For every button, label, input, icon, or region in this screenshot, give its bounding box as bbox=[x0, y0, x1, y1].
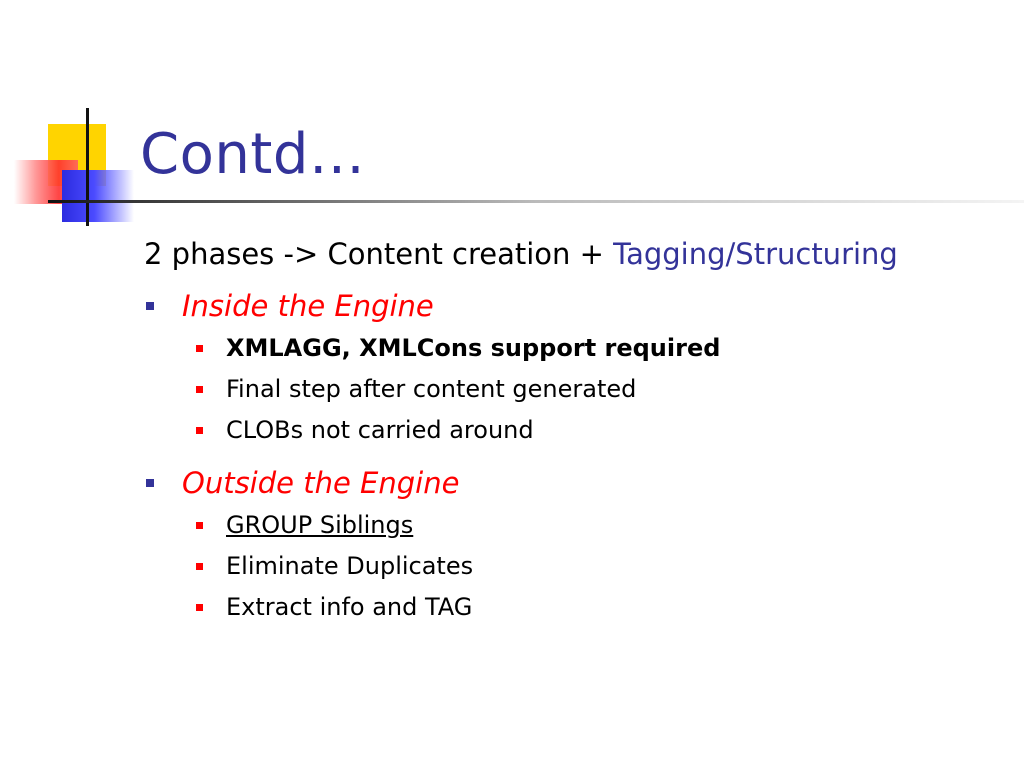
list-item bbox=[144, 369, 1004, 410]
list-item-label: Eliminate Duplicates bbox=[226, 552, 474, 580]
square-bullet-icon bbox=[196, 604, 203, 611]
title-underline-rule bbox=[48, 200, 1024, 203]
section-heading-label: Outside the Engine bbox=[182, 466, 460, 500]
section-heading-label: Inside the Engine bbox=[182, 289, 434, 323]
lead-text: 2 phases -> Content creation + bbox=[144, 237, 614, 271]
list-item-label: Extract info and TAG bbox=[226, 593, 473, 621]
square-bullet-icon bbox=[196, 345, 203, 352]
list-item bbox=[144, 587, 1004, 628]
decorative-vertical-line bbox=[86, 108, 89, 226]
square-bullet-icon bbox=[196, 386, 203, 393]
list-item bbox=[144, 410, 1004, 451]
section-heading-outside bbox=[144, 461, 1004, 505]
slide-title: Contd… bbox=[140, 122, 366, 187]
square-bullet-icon bbox=[196, 427, 203, 434]
decorative-blue-bar bbox=[62, 170, 134, 222]
list-item-label: XMLAGG, XMLCons support required bbox=[226, 334, 721, 362]
section-heading-inside bbox=[144, 284, 1004, 328]
square-bullet-icon bbox=[146, 479, 154, 487]
lead-line bbox=[144, 234, 1004, 274]
list-item-label: GROUP Siblings bbox=[226, 511, 414, 539]
lead-accent-text: Tagging/Structuring bbox=[613, 237, 898, 271]
list-item-label: CLOBs not carried around bbox=[226, 416, 534, 444]
list-item bbox=[144, 328, 1004, 369]
list-item-label: Final step after content generated bbox=[226, 375, 637, 403]
square-bullet-icon bbox=[196, 563, 203, 570]
square-bullet-icon bbox=[196, 522, 203, 529]
list-item bbox=[144, 546, 1004, 587]
square-bullet-icon bbox=[146, 302, 154, 310]
list-item bbox=[144, 505, 1004, 546]
slide-body bbox=[144, 234, 1004, 628]
